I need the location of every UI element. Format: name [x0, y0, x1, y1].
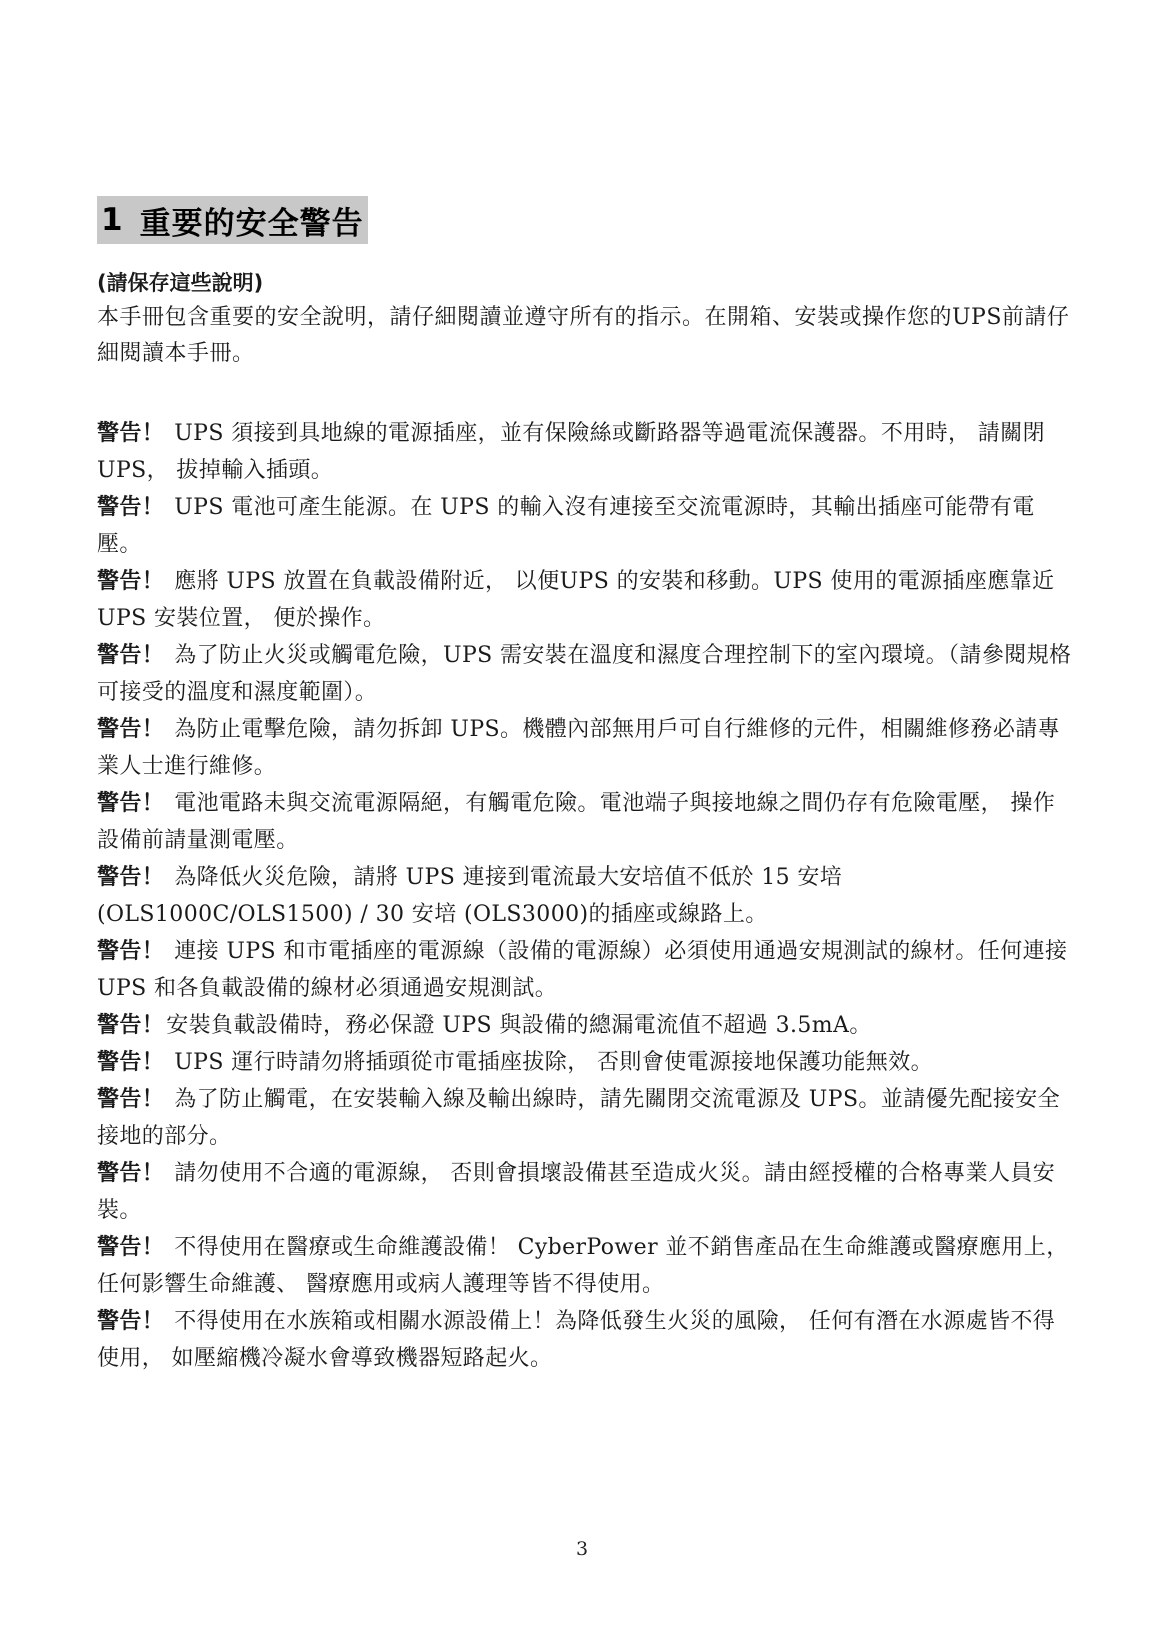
- warning-label: 警告！: [97, 1013, 165, 1038]
- warning-item: [97, 933, 1072, 1007]
- warning-text: 安裝負載設備時，務必保證 UPS 與設備的總漏電流值不超過 3.5mA。: [166, 1013, 872, 1038]
- warning-item: [97, 637, 1072, 711]
- warning-text: 為降低火災危險，請將 UPS 連接到電流最大安培值不低於 15 安培(OLS1000C/OLS1500) / 30 安培 (OLS3000)的插座或線路上。: [97, 865, 843, 927]
- warning-label: 警告！: [97, 717, 165, 742]
- warning-item: [97, 489, 1072, 563]
- warning-item: [97, 415, 1072, 489]
- warning-label: 警告！: [97, 1050, 165, 1075]
- subtitle: (請保存這些說明): [97, 271, 264, 295]
- warning-label: 警告！: [97, 569, 165, 594]
- warning-label: 警告！: [97, 791, 165, 816]
- warning-label: 警告！: [97, 1087, 165, 1112]
- page-number: 3: [575, 1538, 589, 1560]
- warning-text: 請勿使用不合適的電源線， 否則會損壞設備甚至造成火災。請由經授權的合格專業人員安裝。: [97, 1161, 1056, 1223]
- warning-text: 為防止電擊危險，請勿拆卸 UPS。機體內部無用戶可自行維修的元件，相關維修務必請專業人士進行維修。: [97, 717, 1061, 779]
- warning-label: 警告！: [97, 643, 165, 668]
- warning-item: [97, 1155, 1072, 1229]
- warning-text: 連接 UPS 和市電插座的電源線（設備的電源線）必須使用通過安規測試的線材。任何連接 UPS 和各負載設備的線材必須通過安規測試。: [97, 939, 1068, 1001]
- intro-paragraph: 本手冊包含重要的安全說明，請仔細閱讀並遵守所有的指示。在開箱、安裝或操作您的UPS前請仔細閱讀本手冊。: [97, 305, 1070, 366]
- warning-text: 為了防止觸電，在安裝輸入線及輸出線時，請先關閉交流電源及 UPS。並請優先配接安全接地的部分。: [97, 1087, 1061, 1149]
- warning-item: [97, 1007, 1072, 1044]
- warning-text: UPS 運行時請勿將插頭從市電插座拔除， 否則會使電源接地保護功能無效。: [174, 1050, 934, 1075]
- warning-label: 警告！: [97, 1161, 165, 1186]
- section-number: 1: [101, 202, 124, 238]
- warning-item: [97, 1044, 1072, 1081]
- warning-item: [97, 859, 1072, 933]
- warning-label: 警告！: [97, 1309, 165, 1334]
- warning-text: 不得使用在醫療或生命維護設備！ CyberPower 並不銷售產品在生命維護或醫療應用上， 任何影響生命維護、 醫療應用或病人護理等皆不得使用。: [97, 1235, 1069, 1297]
- warning-text: 電池電路未與交流電源隔絕，有觸電危險。電池端子與接地線之間仍存有危險電壓， 操作設備前請量測電壓。: [97, 791, 1056, 853]
- warning-text: 為了防止火災或觸電危險，UPS 需安裝在溫度和濕度合理控制下的室內環境。（請參閱規格可接受的溫度和濕度範圍）。: [97, 643, 1072, 705]
- warning-item: [97, 1303, 1072, 1377]
- warning-item: [97, 711, 1072, 785]
- warning-list: [97, 415, 1072, 1377]
- warning-label: 警告！: [97, 421, 165, 446]
- warning-text: 應將 UPS 放置在負載設備附近， 以便UPS 的安裝和移動。UPS 使用的電源插座應靠近 UPS 安裝位置， 便於操作。: [97, 569, 1055, 631]
- warning-text: UPS 電池可產生能源。在 UPS 的輸入沒有連接至交流電源時，其輸出插座可能帶有電壓。: [97, 495, 1035, 557]
- section-heading: [97, 196, 368, 244]
- section-title: 重要的安全警告: [139, 205, 364, 242]
- warning-label: 警告！: [97, 495, 165, 520]
- warning-label: 警告！: [97, 865, 165, 890]
- warning-label: 警告！: [97, 1235, 165, 1260]
- warning-item: [97, 1081, 1072, 1155]
- warning-text: 不得使用在水族箱或相關水源設備上！為降低發生火災的風險， 任何有潛在水源處皆不得使用， 如壓縮機冷凝水會導致機器短路起火。: [97, 1309, 1056, 1371]
- warning-item: [97, 1229, 1072, 1303]
- warning-item: [97, 563, 1072, 637]
- warning-label: 警告！: [97, 939, 165, 964]
- warning-item: [97, 785, 1072, 859]
- warning-text: UPS 須接到具地線的電源插座，並有保險絲或斷路器等過電流保護器。不用時， 請關閉UPS， 拔掉輸入插頭。: [97, 421, 1046, 483]
